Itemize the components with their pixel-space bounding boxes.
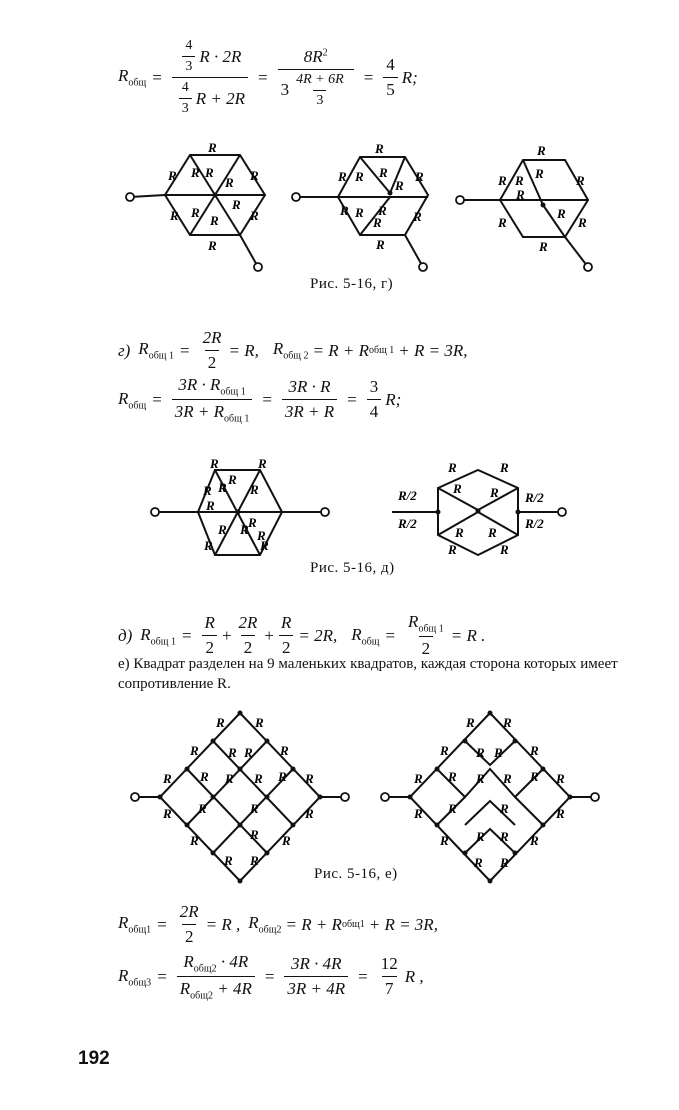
bridge-network <box>392 460 566 557</box>
svg-text:R: R <box>448 460 457 475</box>
svg-text:R: R <box>539 239 548 254</box>
equation-r-total-d: д) $R_{общ 1}$ = $\frac{R}{2}$ + $\frac{2R}{2}$ + $\frac{R}{2}$ = 2R, $R_{общ}$ = $\frac{R_{общ 1}}{2}$ = R . <box>118 612 486 659</box>
svg-text:R: R <box>373 215 382 230</box>
svg-text:R: R <box>206 498 215 513</box>
svg-text:R: R <box>535 166 544 181</box>
equation-r-total-g: г) $R_{общ 1}$ = $\frac{2R}{2}$ = R, $R_{общ 2}$ = R + R общ 1 + R = 3R, <box>118 328 468 372</box>
svg-text:R: R <box>440 833 449 848</box>
figure-caption-d: Рис. 5-16, д) <box>310 560 395 576</box>
svg-text:R: R <box>516 187 525 202</box>
svg-text:R: R <box>163 806 172 821</box>
svg-text:R: R <box>260 538 269 553</box>
svg-text:R: R <box>163 771 172 786</box>
svg-text:R: R <box>378 203 387 218</box>
equation-r-total-g2: $R_{общ}$ = $\frac{3R \cdot R_{общ 1}}{3R + R_{общ 1}}$ = $\frac{3R \cdot R}{3R + R}$ = $\frac{3}{4}$ R; <box>118 375 402 425</box>
svg-text:R: R <box>500 829 509 844</box>
svg-text:R: R <box>578 215 587 230</box>
svg-text:R: R <box>254 771 263 786</box>
svg-text:R: R <box>228 472 237 487</box>
svg-text:R/2: R/2 <box>398 488 417 503</box>
svg-text:R: R <box>494 745 503 760</box>
svg-text:R: R <box>503 771 512 786</box>
svg-text:R/2: R/2 <box>525 490 544 505</box>
svg-text:R: R <box>440 743 449 758</box>
diamond-grid-network <box>131 711 349 884</box>
hexagon-network-2 <box>292 141 428 271</box>
svg-text:R: R <box>530 769 539 784</box>
svg-text:R: R <box>448 769 457 784</box>
svg-text:R: R <box>395 178 404 193</box>
svg-text:R: R <box>305 771 314 786</box>
svg-text:R: R <box>203 483 212 498</box>
figure-5-16-d <box>0 450 679 570</box>
svg-text:R/2: R/2 <box>398 516 417 531</box>
svg-text:R: R <box>257 528 266 543</box>
svg-text:R: R <box>305 806 314 821</box>
svg-text:R: R <box>474 855 483 870</box>
svg-text:R: R <box>225 771 234 786</box>
svg-text:R: R <box>191 205 200 220</box>
svg-text:R: R <box>476 745 485 760</box>
svg-text:R: R <box>250 801 259 816</box>
svg-text:R: R <box>198 801 207 816</box>
svg-text:R: R <box>204 538 213 553</box>
svg-text:R: R <box>224 853 233 868</box>
svg-text:R: R <box>379 165 388 180</box>
svg-text:R: R <box>248 515 257 530</box>
svg-text:R: R <box>414 806 423 821</box>
figure-caption-g: Рис. 5-16, г) <box>310 276 394 292</box>
figure-5-16-e <box>0 705 679 890</box>
svg-text:R: R <box>375 141 384 156</box>
svg-text:R: R <box>208 238 217 253</box>
page-number: 192 <box>78 1048 110 1069</box>
svg-text:R: R <box>453 481 462 496</box>
svg-text:R: R <box>190 833 199 848</box>
svg-text:R: R <box>414 771 423 786</box>
svg-text:R: R <box>466 715 475 730</box>
svg-text:R: R <box>255 715 264 730</box>
svg-text:R: R <box>280 743 289 758</box>
svg-text:R: R <box>488 525 497 540</box>
svg-text:R: R <box>250 827 259 842</box>
svg-text:R: R <box>576 173 585 188</box>
svg-text:R: R <box>500 801 509 816</box>
svg-text:R: R <box>537 143 546 158</box>
svg-text:R: R <box>556 771 565 786</box>
svg-text:R: R <box>355 205 364 220</box>
svg-text:R: R <box>448 542 457 557</box>
svg-text:R: R <box>240 522 249 537</box>
svg-text:R: R <box>476 829 485 844</box>
svg-text:R: R <box>515 173 524 188</box>
svg-text:R: R <box>170 208 179 223</box>
svg-text:R: R <box>190 743 199 758</box>
svg-text:R: R <box>413 209 422 224</box>
svg-text:R: R <box>244 745 253 760</box>
figure-caption-e: Рис. 5-16, е) <box>314 866 398 882</box>
svg-text:R: R <box>556 806 565 821</box>
svg-text:R: R <box>340 203 349 218</box>
svg-text:R: R <box>210 213 219 228</box>
hexagon-star-network <box>151 456 329 555</box>
paragraph-e: е) Квадрат разделен на 9 маленьких квадратов, каждая сторона которых имеет сопротивление R. <box>118 656 618 692</box>
hexagon-network-1 <box>126 140 265 271</box>
svg-text:R: R <box>500 460 509 475</box>
svg-text:R: R <box>557 206 566 221</box>
svg-text:R: R <box>191 165 200 180</box>
svg-text:R: R <box>225 175 234 190</box>
equation-r-total-e2: $R_{общ3}$ = $\frac{R_{общ2} \cdot 4R}{R_{общ2} + 4R}$ = $\frac{3R \cdot 4R}{3R + 4R}$ = $\frac{12}{7}$ R , <box>118 952 424 1002</box>
svg-text:R: R <box>455 525 464 540</box>
fraction: $\frac{4}{3}$ R · 2R $\frac{4}{3}$ R + 2R <box>172 38 248 117</box>
diamond-equivalent-network <box>381 711 599 884</box>
hexagon-network-3 <box>456 143 592 271</box>
svg-text:R: R <box>476 771 485 786</box>
svg-text:R: R <box>338 169 347 184</box>
svg-text:R: R <box>218 480 227 495</box>
svg-text:R: R <box>415 169 424 184</box>
svg-text:R: R <box>208 140 217 155</box>
svg-text:R: R <box>232 197 241 212</box>
svg-text:R: R <box>498 215 507 230</box>
svg-text:R: R <box>218 522 227 537</box>
svg-text:R: R <box>490 485 499 500</box>
svg-text:R: R <box>503 715 512 730</box>
svg-text:R: R <box>200 769 209 784</box>
svg-text:R: R <box>530 833 539 848</box>
svg-text:R: R <box>250 482 259 497</box>
svg-text:R: R <box>282 833 291 848</box>
svg-text:R: R <box>448 801 457 816</box>
svg-text:R: R <box>205 165 214 180</box>
equation-r-total-1: $R_{общ}$ = $\frac{4}{3}$ R · 2R $\frac{4}{3}$ R + 2R = $8R^2$ 3 $\frac{4R + 6R}{3}$ = $\frac{4}{5}$ R; <box>118 38 418 116</box>
svg-text:R: R <box>258 456 267 471</box>
svg-text:R/2: R/2 <box>525 516 544 531</box>
svg-text:R: R <box>168 168 177 183</box>
svg-text:R: R <box>278 769 287 784</box>
svg-text:R: R <box>210 456 219 471</box>
svg-text:R: R <box>228 745 237 760</box>
svg-text:R: R <box>500 542 509 557</box>
svg-text:R: R <box>355 169 364 184</box>
svg-text:R: R <box>216 715 225 730</box>
svg-text:R: R <box>376 237 385 252</box>
equation-r-total-e: $R_{общ1}$ = $\frac{2R}{2}$ = R , $R_{общ2}$ = R + R общ1 + R = 3R, <box>118 902 438 946</box>
svg-text:R: R <box>250 208 259 223</box>
svg-text:R: R <box>250 168 259 183</box>
svg-text:R: R <box>250 853 259 868</box>
svg-text:R: R <box>500 855 509 870</box>
svg-text:R: R <box>498 173 507 188</box>
svg-text:R: R <box>530 743 539 758</box>
